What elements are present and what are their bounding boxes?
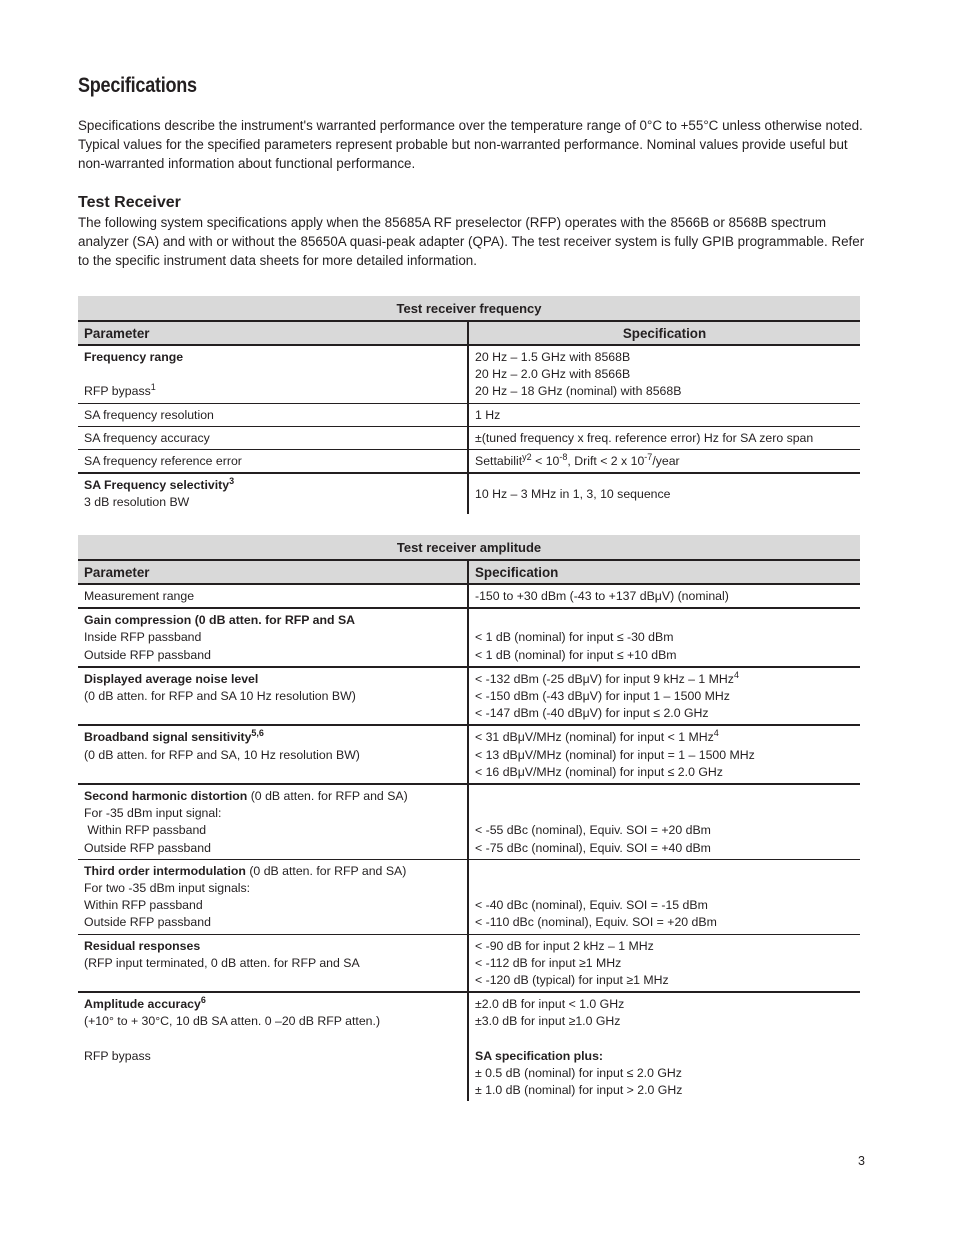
table-row <box>78 667 860 726</box>
spec-text: , Drift < 2 x 10 <box>567 454 645 469</box>
table-row <box>78 992 860 1101</box>
parameter-detail: RFP bypass <box>84 384 151 399</box>
specification-line: 20 Hz – 1.5 GHz with 8568B <box>475 350 631 364</box>
page-number: 3 <box>858 1154 865 1168</box>
parameter-cell <box>78 992 468 1101</box>
table-row <box>78 403 860 426</box>
parameter-detail: Outside RFP passband <box>84 647 211 662</box>
parameter-cell <box>78 473 468 513</box>
specification-line: < 31 dBμV/MHz (nominal) for input < 1 MHz <box>475 730 714 745</box>
parameter-detail: (RFP input terminated, 0 dB atten. for RFP and SA <box>84 955 360 970</box>
spec-text: /year <box>652 454 680 469</box>
amplitude-table-header-specification: Specification <box>468 560 860 584</box>
footnote-ref: y2 <box>522 452 532 463</box>
parameter-name: Third order intermodulation <box>84 863 246 878</box>
specification-line: ± 1.0 dB (nominal) for input > 2.0 GHz <box>475 1083 683 1098</box>
specification-line: < -150 dBm (-43 dBμV) for input 1 – 1500 MHz <box>475 689 730 704</box>
specification-cell: -150 to +30 dBm (-43 to +137 dBμV) (nominal) <box>468 584 860 608</box>
specification-line: < 1 dB (nominal) for input ≤ -30 dBm <box>475 630 674 645</box>
specification-line: 20 Hz – 18 GHz (nominal) with 8568B <box>475 384 682 399</box>
parameter-name: Residual responses <box>84 938 201 953</box>
table-row <box>78 426 860 449</box>
specification-line: ±3.0 dB for input ≥1.0 GHz <box>475 1014 621 1029</box>
section-title: Test Receiver <box>78 194 181 211</box>
footnote-ref: 4 <box>713 728 719 739</box>
specification-line: ±2.0 dB for input < 1.0 GHz <box>475 997 625 1012</box>
frequency-table-caption: Test receiver frequency <box>78 296 860 321</box>
exponent: -8 <box>559 452 568 463</box>
parameter-name: Second harmonic distortion <box>84 789 248 804</box>
spec-text: Settabilit <box>475 454 523 469</box>
specification-line: < -120 dB (typical) for input ≥1 MHz <box>475 973 669 988</box>
parameter-condition: (0 dB atten. for RFP and SA) <box>245 863 407 878</box>
footnote-ref: 6 <box>200 995 206 1006</box>
section-intro-paragraph: The following system specifications apply when the 85685A RF preselector (RFP) operates with the 8566B or 8568B spectrum analyzer (SA) and with or without the 85650A quasi-peak adapter (QPA). The test receiver system is fully GPIB programmable. Refer to the specific instrument data sheets for more detailed information. <box>78 215 865 268</box>
amplitude-table-caption: Test receiver amplitude <box>78 535 860 560</box>
exponent: -7 <box>644 452 653 463</box>
specification-subheading: SA specification plus: <box>475 1048 604 1063</box>
parameter-detail: For two -35 dBm input signals: <box>84 881 251 896</box>
table-row <box>78 934 860 992</box>
parameter-detail: RFP bypass <box>84 1048 151 1063</box>
footnote-ref: 4 <box>733 669 739 680</box>
parameter-cell <box>78 859 468 934</box>
parameter-detail: Outside RFP passband <box>84 840 211 855</box>
parameter-name: Broadband signal sensitivity <box>84 730 252 745</box>
frequency-table-header-specification: Specification <box>468 321 860 345</box>
intro-paragraph: Specifications describe the instrument's warranted performance over the temperature range of 0°C to +55°C unless otherwise noted. Typical values for the specified parameters represent probable but non-warranted performance. Nominal values provide useful but non-warranted information about functional performance. <box>78 118 863 171</box>
parameter-cell: SA frequency accuracy <box>78 426 468 449</box>
table-row <box>78 473 860 513</box>
parameter-cell <box>78 667 468 726</box>
page-title: Specifications <box>78 74 197 97</box>
specification-line: < 16 dBμV/MHz (nominal) for input ≤ 2.0 GHz <box>475 764 723 779</box>
specification-line: < 1 dB (nominal) for input ≤ +10 dBm <box>475 647 677 662</box>
table-row <box>78 345 860 403</box>
specification-cell: 1 Hz <box>468 403 860 426</box>
specification-cell <box>468 450 860 474</box>
specification-cell <box>468 608 860 667</box>
parameter-cell <box>78 608 468 667</box>
parameter-name: Gain compression (0 dB atten. for RFP and SA <box>84 613 356 628</box>
table-row <box>78 859 860 934</box>
amplitude-table <box>78 535 860 1101</box>
parameter-detail: Within RFP passband <box>84 898 203 913</box>
parameter-detail: Inside RFP passband <box>84 630 202 645</box>
parameter-cell: SA frequency resolution <box>78 403 468 426</box>
table-row <box>78 784 860 859</box>
specification-cell <box>468 934 860 992</box>
parameter-detail: (+10° to + 30°C, 10 dB SA atten. 0 –20 dB RFP atten.) <box>84 1014 381 1029</box>
footnote-ref: 1 <box>150 382 156 393</box>
specification-cell <box>468 859 860 934</box>
specification-line: < -55 dBc (nominal), Equiv. SOI = +20 dBm <box>475 823 711 838</box>
specification-line: ± 0.5 dB (nominal) for input ≤ 2.0 GHz <box>475 1066 682 1081</box>
parameter-name: Frequency range <box>84 350 184 364</box>
specification-cell <box>468 992 860 1101</box>
frequency-table-header-parameter: Parameter <box>78 321 468 345</box>
specification-cell <box>468 667 860 726</box>
spec-text: < 10 <box>531 454 560 469</box>
parameter-cell: SA frequency reference error <box>78 450 468 474</box>
specification-cell <box>468 784 860 859</box>
parameter-name: SA Frequency selectivity <box>84 478 230 493</box>
specification-line: < -110 dBc (nominal), Equiv. SOI = +20 dBm <box>475 915 717 930</box>
parameter-detail: Outside RFP passband <box>84 915 211 930</box>
footnote-ref: 5,6 <box>251 728 264 739</box>
specification-line: < -75 dBc (nominal), Equiv. SOI = +40 dBm <box>475 840 711 855</box>
specification-line: < -40 dBc (nominal), Equiv. SOI = -15 dBm <box>475 898 708 913</box>
parameter-detail: (0 dB atten. for RFP and SA 10 Hz resolution BW) <box>84 689 356 704</box>
table-row <box>78 725 860 784</box>
parameter-detail: For -35 dBm input signal: <box>84 806 222 821</box>
parameter-condition: (0 dB atten. for RFP and SA) <box>247 789 408 804</box>
parameter-detail: 3 dB resolution BW <box>84 495 190 510</box>
specification-line: 20 Hz – 2.0 GHz with 8566B <box>475 367 631 382</box>
parameter-detail: (0 dB atten. for RFP and SA, 10 Hz resolution BW) <box>84 747 360 762</box>
parameter-name: Amplitude accuracy <box>84 997 201 1012</box>
specification-line: < -112 dB for input ≥1 MHz <box>475 955 622 970</box>
specification-line: < -90 dB for input 2 kHz – 1 MHz <box>475 938 654 953</box>
table-row <box>78 450 860 474</box>
specification-line: < -147 dBm (-40 dBμV) for input ≤ 2.0 GHz <box>475 706 709 721</box>
specification-cell: 10 Hz – 3 MHz in 1, 3, 10 sequence <box>468 473 860 513</box>
amplitude-table-header-parameter: Parameter <box>78 560 468 584</box>
parameter-detail: Within RFP passband <box>84 823 207 838</box>
specification-line: < 13 dBμV/MHz (nominal) for input = 1 – 1500 MHz <box>475 747 755 762</box>
table-row <box>78 584 860 608</box>
specification-cell: ±(tuned frequency x freq. reference error) Hz for SA zero span <box>468 426 860 449</box>
table-row <box>78 608 860 667</box>
parameter-cell <box>78 784 468 859</box>
specification-line: < -132 dBm (-25 dBμV) for input 9 kHz – 1 MHz <box>475 671 734 686</box>
specification-cell <box>468 345 860 403</box>
specification-cell <box>468 725 860 784</box>
parameter-name: Displayed average noise level <box>84 671 259 686</box>
parameter-cell: Measurement range <box>78 584 468 608</box>
parameter-cell <box>78 934 468 992</box>
parameter-cell <box>78 725 468 784</box>
frequency-table <box>78 296 860 514</box>
parameter-cell <box>78 345 468 403</box>
footnote-ref: 3 <box>229 476 235 487</box>
